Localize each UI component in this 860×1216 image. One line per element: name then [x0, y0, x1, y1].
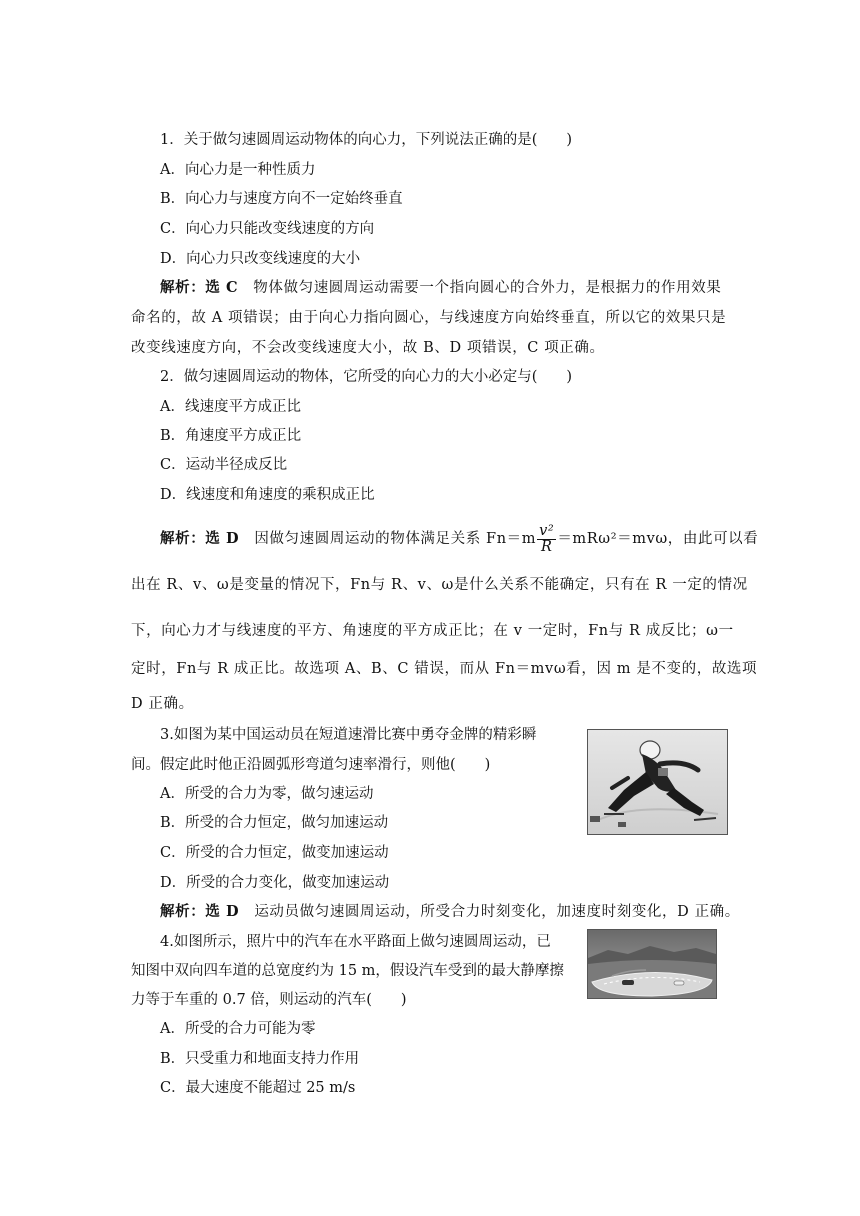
q1-solution-text-1: 物体做匀速圆周运动需要一个指向圆心的合外力，是根据力的作用效果 [238, 280, 722, 296]
q2-option-c: C．运动半径成反比 [160, 457, 288, 473]
q2-stem: 2．做匀速圆周运动的物体，它所受的向心力的大小必定与( ) [160, 369, 573, 385]
q2-fraction-numerator: v² [539, 522, 555, 539]
q3-solution-text: 运动员做匀速圆周运动，所受合力时刻变化，加速度时刻变化，D 正确。 [239, 904, 740, 920]
q2-solution-line-4: 定时，Fn与 R 成正比。故选项 A、B、C 错误，而从 Fn＝mvω看，因 m 是不变的，故选项 [131, 661, 758, 677]
q4-stem-line-1: 4.如图所示，照片中的汽车在水平路面上做匀速圆周运动，已 [160, 934, 551, 950]
q2-solution-suffix: ＝mRω²＝mvω，由此可以看 [557, 531, 759, 547]
q3-solution-label: 解析：选 D [160, 903, 240, 920]
q1-solution-line-1 [160, 278, 721, 298]
q1-solution-line-3: 改变线速度方向，不会改变线速度大小，故 B、D 项错误，C 项正确。 [131, 340, 605, 356]
q1-solution-line-2: 命名的，故 A 项错误；由于向心力指向圆心，与线速度方向始终垂直，所以它的效果只是 [131, 310, 727, 326]
q2-formula-fraction [537, 524, 556, 555]
q2-solution-line-3: 下，向心力才与线速度的平方、角速度的平方成正比；在 v 一定时，Fn与 R 成反比；ω一 [131, 623, 734, 639]
speed-skater-photo [587, 729, 728, 835]
q3-option-d: D．所受的合力变化，做变加速运动 [160, 875, 390, 891]
q4-stem-line-3: 力等于车重的 0.7 倍，则运动的汽车( ) [131, 992, 407, 1008]
q3-option-a: A．所受的合力为零，做匀速运动 [160, 786, 374, 802]
q2-solution-line-2: 出在 R、v、ω是变量的情况下，Fn与 R、v、ω是什么关系不能确定，只有在 R 一定的情况 [131, 577, 748, 593]
q4-option-c: C．最大速度不能超过 25 m/s [160, 1080, 356, 1096]
q1-solution-label: 解析：选 C [160, 279, 239, 296]
q2-solution-line-1 [160, 522, 758, 556]
q3-stem-line-2: 间。假定此时他正沿圆弧形弯道匀速率滑行，则他( ) [131, 757, 491, 773]
q1-option-c: C．向心力只能改变线速度的方向 [160, 221, 375, 237]
q4-option-b: B．只受重力和地面支持力作用 [160, 1051, 360, 1067]
q2-option-b: B．角速度平方成正比 [160, 428, 302, 444]
q2-fraction-denominator: R [540, 538, 553, 555]
q2-option-d: D．线速度和角速度的乘积成正比 [160, 487, 375, 503]
q1-option-a: A．向心力是一种性质力 [160, 162, 316, 178]
q4-option-a: A．所受的合力可能为零 [160, 1021, 316, 1037]
q2-solution-line-5: D 正确。 [131, 696, 194, 712]
car-road-photo [587, 929, 717, 999]
q3-stem-line-1: 3.如图为某中国运动员在短道速滑比赛中勇夺金牌的精彩瞬 [160, 727, 537, 743]
q2-solution-prefix: 因做匀速圆周运动的物体满足关系 Fn＝m [239, 531, 537, 547]
q1-option-d: D．向心力只改变线速度的大小 [160, 251, 361, 267]
q2-solution-label: 解析：选 D [160, 530, 240, 547]
q3-option-b: B．所受的合力恒定，做匀加速运动 [160, 815, 389, 831]
q4-stem-line-2: 知图中双向四车道的总宽度约为 15 m，假设汽车受到的最大静摩擦 [131, 963, 564, 979]
q3-solution-line [160, 902, 740, 922]
q3-option-c: C．所受的合力恒定，做变加速运动 [160, 845, 389, 861]
q1-stem: 1．关于做匀速圆周运动物体的向心力，下列说法正确的是( ) [160, 132, 573, 148]
q2-option-a: A．线速度平方成正比 [160, 399, 301, 415]
q1-option-b: B．向心力与速度方向不一定始终垂直 [160, 191, 403, 207]
